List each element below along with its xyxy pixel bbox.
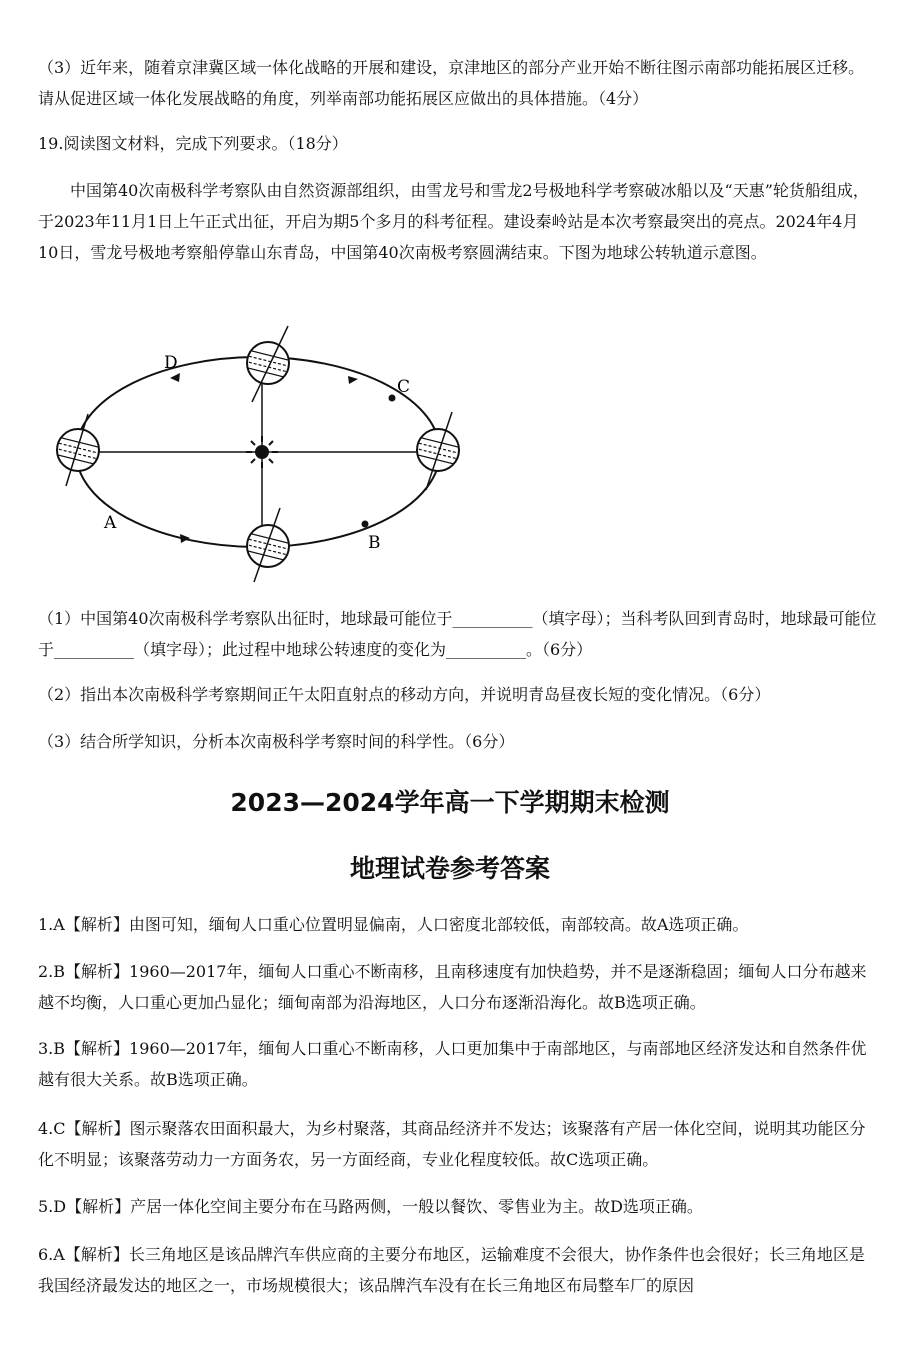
question-19-part-1: （1）中国第40次南极科学考察队出征时，地球最可能位于__________（填字母）；当科考队回到青岛时，地球最可能位于__________（填字母）；此过程中地球公转速度的变化为__________。（6分） (38, 609, 877, 659)
earth-icon-top (244, 326, 292, 402)
orbit-point-b (362, 521, 369, 528)
orbit-point-c (389, 395, 396, 402)
answer-item-2: 2.B【解析】1960—2017年，缅甸人口重心不断南移，且南移速度有加快趋势，并不是逐渐稳固；缅甸人口分布越来越不均衡，人口重心更加凸显化；缅甸南部为沿海地区，人口分布逐渐沿海化。故B选项正确。 (38, 962, 867, 1012)
answer-item-1: 1.A【解析】由图可知，缅甸人口重心位置明显偏南，人口密度北部较低，南部较高。故A选项正确。 (38, 915, 749, 934)
sun-icon (246, 436, 278, 468)
earth-orbit-diagram (40, 318, 480, 586)
earth-icon-bottom (244, 508, 292, 582)
label-d: D (164, 353, 178, 373)
label-c: C (397, 377, 411, 397)
label-b: B (368, 533, 381, 553)
orbit-arrow-top-left (170, 373, 180, 382)
earth-icon-right (414, 412, 462, 490)
question-19-part-3: （3）结合所学知识，分析本次南极科学考察时间的科学性。（6分） (38, 732, 515, 751)
answer-item-4: 4.C【解析】图示聚落农田面积最大，为乡村聚落，其商品经济并不发达；该聚落有产居一体化空间，说明其功能区分化不明显；该聚落劳动力一方面务农，另一方面经商，专业化程度较低。故C选项正确。 (38, 1119, 866, 1169)
label-a: A (104, 513, 117, 533)
answer-key-subtitle: 地理试卷参考答案 (349, 854, 550, 883)
answer-item-3: 3.B【解析】1960—2017年，缅甸人口重心不断南移，人口更加集中于南部地区，与南部地区经济发达和自然条件优越有很大关系。故B选项正确。 (38, 1039, 867, 1089)
question-19-header: 19.阅读图文材料，完成下列要求。（18分） (38, 134, 348, 153)
question-19-material: 中国第40次南极科学考察队由自然资源部组织，由雪龙号和雪龙2号极地科学考察破冰船以及“天惠”轮货船组成，于2023年11月1日上午正式出征，开启为期5个多月的科考征程。建设秦岭站是本次考察最突出的亮点。2024年4月10日，雪龙号极地考察船停靠山东青岛，中国第40次南极考察圆满结束。下图为地球公转轨道示意图。 (38, 181, 869, 262)
answer-key-title: 2023—2024学年高一下学期期末检测 (230, 788, 670, 817)
answer-item-5: 5.D【解析】产居一体化空间主要分布在马路两侧，一般以餐饮、零售业为主。故D选项正确。 (38, 1197, 703, 1216)
earth-icon-left (54, 414, 102, 486)
orbit-arrow-top-right (348, 376, 358, 384)
question-19-part-2: （2）指出本次南极科学考察期间正午太阳直射点的移动方向，并说明青岛昼夜长短的变化情况。（6分） (38, 685, 771, 704)
question-18-part-3: （3）近年来，随着京津冀区域一体化战略的开展和建设，京津地区的部分产业开始不断往图示南部功能拓展区迁移。请从促进区域一体化发展战略的角度，列举南部功能拓展区应做出的具体措施。（4分） (38, 58, 865, 108)
answer-item-6: 6.A【解析】长三角地区是该品牌汽车供应商的主要分布地区，运输难度不会很大，协作条件也会很好；长三角地区是我国经济最发达的地区之一，市场规模很大；该品牌汽车没有在长三角地区布局整车厂的原因 (38, 1245, 865, 1295)
orbit-arrow-bottom-left (180, 534, 190, 543)
